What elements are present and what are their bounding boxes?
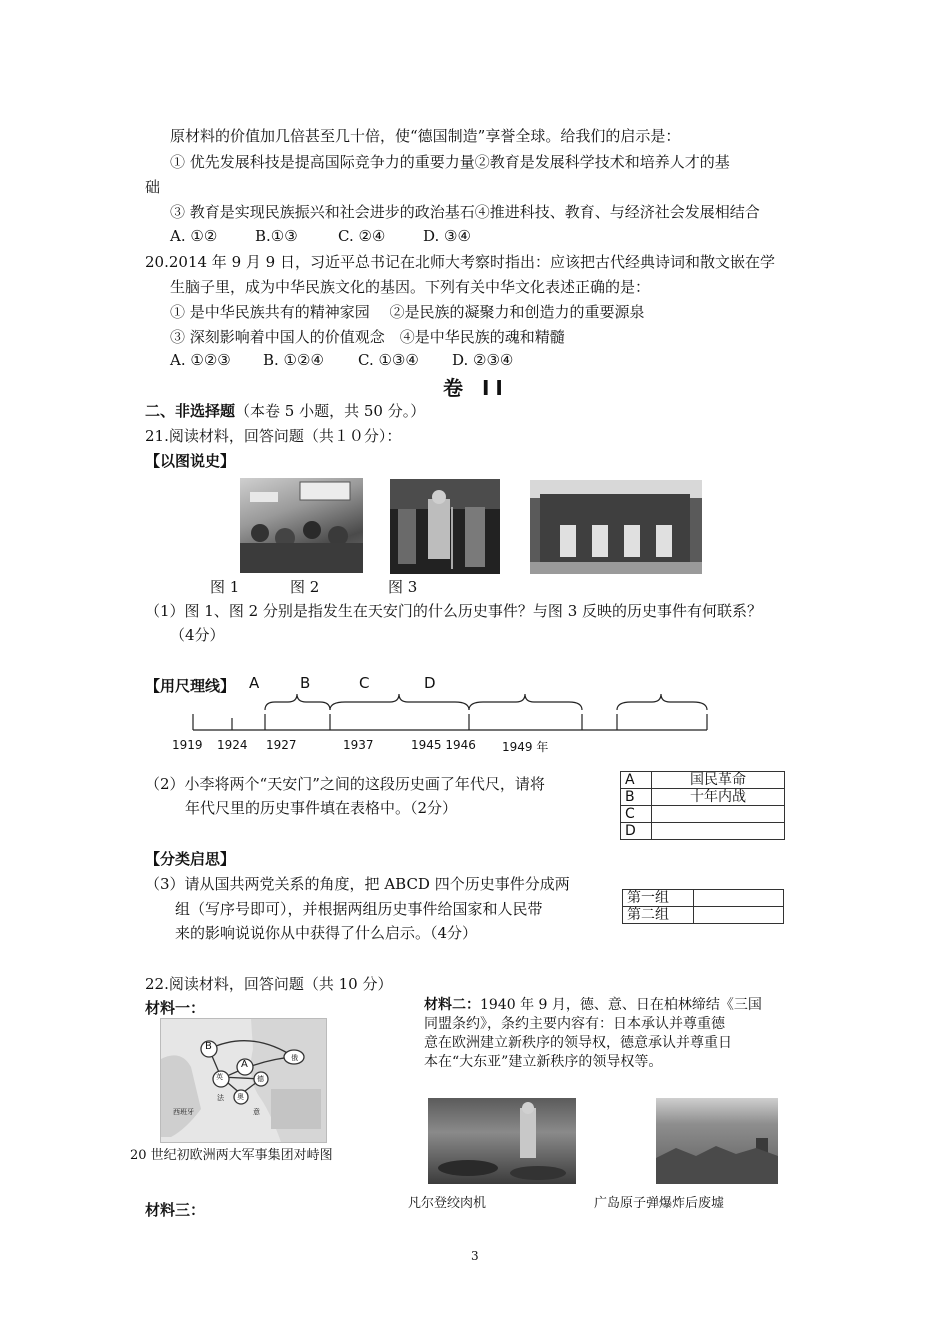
verdun-photo (428, 1098, 576, 1184)
q21-question-2-line-2: 年代尺里的历史事件填在表格中。（2分） (185, 799, 458, 817)
table-row (621, 789, 785, 806)
table-cell-key: 第二组 (623, 907, 694, 924)
section2-heading (145, 400, 425, 421)
table-row (623, 890, 784, 907)
q21-question-1-line-1: （1）图 1、图 2 分别是指发生在天安门的什么历史事件？与图 3 反映的历史事件有何联系？ (145, 602, 763, 620)
figure-3-label: 图 3 (388, 578, 418, 596)
figure-1-photo (240, 478, 363, 573)
material-3-label: 材料三： (145, 1201, 206, 1219)
ruler-year-1927: 1927 (266, 738, 297, 752)
figure-1-label: 图 1 (210, 578, 240, 596)
q19-option-b: B.①③ (255, 227, 298, 245)
hiroshima-caption: 广岛原子弹爆炸后废墟 (594, 1196, 725, 1211)
material-2-label: 材料二： (424, 997, 480, 1013)
table-cell-value[interactable] (652, 823, 785, 840)
ruler-year-1945-1946: 1945 1946 (411, 738, 476, 752)
hiroshima-photo (656, 1098, 778, 1184)
figure-2-label: 图 2 (290, 578, 320, 596)
ruler-year-1924: 1924 (217, 738, 248, 752)
map-label-russia: 俄 (291, 1054, 298, 1062)
table-cell-value[interactable] (694, 907, 784, 924)
ruler-year-1937: 1937 (343, 738, 374, 752)
map-label-austria: 奥 (237, 1093, 244, 1101)
q19-text-line-4: ③ 教育是实现民族振兴和社会进步的政治基石④推进科技、教育、与经济社会发展相结合 (170, 203, 760, 221)
material-2-line-4: 本在“大东亚”建立新秩序的领导权等。 (424, 1054, 663, 1070)
q19-option-a: A. ①② (170, 227, 218, 245)
ruler-letter-a: A (249, 674, 260, 692)
q21-question-3-line-3: 来的影响说说你从中获得了什么启示。（4分） (175, 924, 478, 942)
q20-statement-2: ③ 深刻影响着中国人的价值观念 ④是中华民族的魂和精髓 (170, 328, 565, 346)
figure-2-photo (390, 479, 500, 574)
q21-part2-header: 【用尺理线】 (145, 677, 236, 695)
map-marker-a: A (241, 1059, 248, 1070)
table-row (621, 772, 785, 789)
verdun-caption: 凡尔登绞肉机 (408, 1196, 487, 1211)
ruler-year-1919: 1919 (172, 738, 203, 752)
q19-option-d: D. ③④ (423, 227, 471, 245)
answer-table-events (620, 771, 785, 840)
material-2-line-2: 同盟条约》，条约主要内容有：日本承认并尊重德 (424, 1016, 725, 1032)
table-row (621, 823, 785, 840)
q21-part1-header: 【以图说史】 (145, 452, 236, 470)
q21-question-2-line-1: （2）小李将两个“天安门”之间的这段历史画了年代尺，请将 (145, 775, 545, 793)
timeline-ruler (185, 690, 715, 740)
table-cell-key: 第一组 (623, 890, 694, 907)
material-2-line-3: 意在欧洲建立新秩序的领导权，德意承认并尊重日 (424, 1035, 732, 1051)
q20-option-a: A. ①②③ (170, 351, 231, 369)
table-cell-value[interactable] (694, 890, 784, 907)
q21-question-1-line-2: （4分） (170, 626, 225, 644)
q20-stem-2: 生脑子里，成为中华民族文化的基因。下列有关中华文化表述正确的是： (170, 278, 651, 296)
q21-part3-header: 【分类启思】 (145, 850, 236, 868)
ruler-year-1949: 1949 年 (502, 740, 549, 754)
q21-question-3-line-2: 组（写序号即可），并根据两组历史事件给国家和人民带 (175, 900, 543, 918)
answer-table-groups (622, 889, 784, 924)
map-marker-b: B (205, 1041, 212, 1052)
q22-stem: 22.阅读材料，回答问题（共 10 分） (145, 975, 393, 993)
table-cell-key: A (621, 772, 652, 789)
q19-option-c: C. ②④ (338, 227, 386, 245)
q21-stem: 21.阅读材料，回答问题（共１０分）： (145, 427, 402, 445)
q19-text-line-3: 础 (145, 178, 161, 196)
ruler-letter-b: B (300, 674, 311, 692)
table-cell-value[interactable]: 国民革命 (652, 772, 785, 789)
q19-text-line-2: ① 优先发展科技是提高国际竞争力的重要力量②教育是发展科学技术和培养人才的基 (170, 153, 730, 171)
volume-title: 卷 II (443, 376, 509, 400)
material-2-line-1 (424, 996, 762, 1015)
section2-note: （本卷 5 小题，共 50 分。） (235, 402, 426, 420)
material-2-text-1: 1940 年 9 月，德、意、日在柏林缔结《三国 (480, 997, 762, 1013)
q20-option-d: D. ②③④ (452, 351, 514, 369)
table-row (621, 806, 785, 823)
table-cell-value[interactable] (652, 806, 785, 823)
map-label-germany: 德 (257, 1075, 264, 1083)
q20-statement-1: ① 是中华民族共有的精神家园 ②是民族的凝聚力和创造力的重要源泉 (170, 303, 645, 321)
table-cell-key: B (621, 789, 652, 806)
table-row (623, 907, 784, 924)
map-label-italy: 意 (253, 1108, 260, 1116)
ruler-letter-c: C (359, 674, 370, 692)
map-label-spain: 西班牙 (173, 1108, 194, 1116)
table-cell-value[interactable]: 十年内战 (652, 789, 785, 806)
table-cell-key: D (621, 823, 652, 840)
material-2-block (424, 996, 762, 1072)
q19-text-line-1: 原材料的价值加几倍甚至几十倍，使“德国制造”享誉全球。给我们的启示是： (170, 127, 681, 145)
figure-3-photo (530, 480, 702, 574)
section2-title: 二、非选择题 (145, 402, 236, 420)
map-label-uk: 英 (216, 1073, 223, 1081)
q20-option-c: C. ①③④ (358, 351, 419, 369)
table-cell-key: C (621, 806, 652, 823)
europe-map (160, 1018, 327, 1143)
material-1-label: 材料一： (145, 999, 206, 1017)
ruler-letter-d: D (424, 674, 436, 692)
q20-stem-1: 20.2014 年 9 月 9 日，习近平总书记在北师大考察时指出：应该把古代经典诗词和散文嵌在学 (145, 253, 775, 271)
q20-option-b: B. ①②④ (263, 351, 324, 369)
map-label-france: 法 (217, 1094, 224, 1102)
map-caption: 20 世纪初欧洲两大军事集团对峙图 (130, 1148, 333, 1163)
page-number: 3 (471, 1249, 479, 1263)
q21-question-3-line-1: （3）请从国共两党关系的角度，把 ABCD 四个历史事件分成两 (145, 875, 570, 893)
